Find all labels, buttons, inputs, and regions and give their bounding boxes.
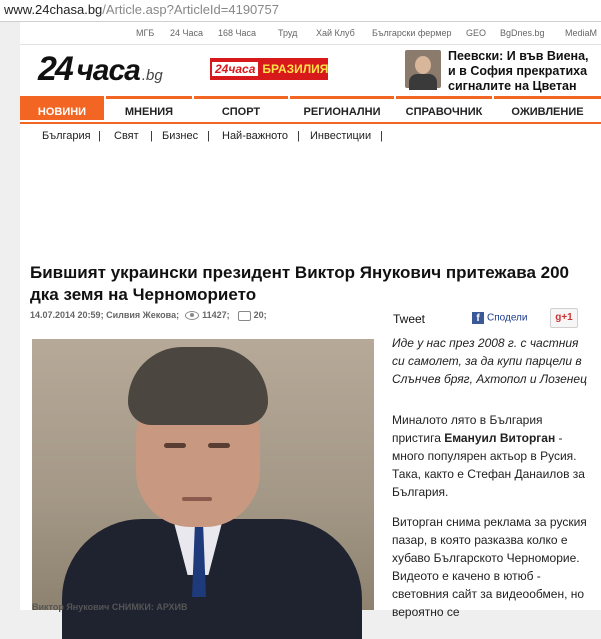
nav-item-lifestyle[interactable]: ОЖИВЛЕНИЕ [494,96,601,120]
toplink[interactable]: МГБ [136,28,155,38]
teaser-thumbnail[interactable] [405,50,441,88]
text: Миналото лято в България пристига [392,413,543,445]
toplink[interactable]: Български фермер [372,28,452,38]
article-date: 14.07.2014 20:59; [30,310,104,320]
site-logo[interactable] [38,50,163,88]
logo-number: 24 [38,50,72,88]
facebook-share-button[interactable] [472,312,527,324]
article-lead: Иде у нас през 2008 г. с частния си самолет, за да купи парцели в Слънчев бряг, Ахтопол и Лозенец [392,336,587,386]
subnav-item-bulgaria[interactable]: България [42,130,91,142]
photo-eye-left [164,443,186,448]
nav-item-sport[interactable]: СПОРТ [194,96,288,120]
address-bar[interactable] [0,0,601,22]
top-links-bar [20,22,601,45]
photo-mouth [182,497,212,501]
tweet-button[interactable]: Tweet [393,312,426,326]
teaser-headline[interactable]: Пеевски: И във Виена, и в София прекратиха сигналите на Цветан [448,49,589,93]
url-path: /Article.asp?ArticleId=4190757 [102,2,279,17]
promo-label: БРАЗИЛИЯ [262,62,329,76]
subnav-item-investments[interactable]: Инвестиции [310,130,372,142]
main-nav [20,96,601,124]
subnav-separator: | [98,130,101,142]
subnav-separator: | [207,130,210,142]
toplink[interactable]: MediaM [565,28,598,38]
toplink[interactable]: BgDnes.bg [500,28,545,38]
thumb-face [415,56,431,74]
photo-caption: Виктор Янукович СНИМКИ: АРХИВ [32,602,188,612]
toplink[interactable]: Хай Клуб [316,28,355,38]
subnav-separator: | [150,130,153,142]
photo-hair [128,347,268,425]
paragraph [392,411,592,501]
nav-item-reference[interactable]: СПРАВОЧНИК [396,96,492,120]
brazil-promo-banner[interactable] [210,58,328,80]
subnav-item-top[interactable]: Най-важното [222,130,289,142]
sub-nav [20,124,601,147]
google-plus-button[interactable]: g+1 [550,308,578,328]
paragraph: Виторган снима реклама за руския пазар, в която разказва колко е хубаво Българското Черноморие. Видеото е качено в ютюб - световния сайт за видеообмен, но вероятно се [392,515,587,619]
thumb-body [409,74,437,90]
subnav-item-world[interactable]: Свят [114,130,139,142]
view-count: 11427; [202,310,230,320]
facebook-share-label: Сподели [487,312,528,324]
toplink[interactable]: 168 Часа [218,28,257,38]
page [20,22,601,619]
url-host: www.24chasa.bg [4,2,103,17]
comment-count[interactable]: 20; [253,310,267,320]
nav-item-opinions[interactable]: МНЕНИЯ [106,96,192,120]
article-meta [30,310,267,321]
subnav-item-business[interactable]: Бизнес [162,130,199,142]
actor-name: Емануил Виторган [444,431,556,445]
logo-word: часа [76,54,140,87]
article-title: Бившият украински президент Виктор Янукович притежава 200 дка земя на Черноморието [30,263,570,304]
toplink[interactable]: GEO [466,28,487,38]
nav-item-regional[interactable]: РЕГИОНАЛНИ [290,96,394,120]
text: - много популярен актьор в Русия. Така, както е Стефан Данаилов за България. [392,431,585,499]
toplink[interactable]: Труд [278,28,298,38]
ad-space [20,146,601,258]
views-icon [185,311,199,320]
comments-icon [238,311,251,321]
logo-tld: .bg [141,67,163,84]
photo-eye-right [208,443,230,448]
promo-brand: 24часа [212,62,258,76]
article-photo [32,339,374,610]
article-body [392,411,592,633]
facebook-icon: f [472,312,484,324]
subnav-separator: | [380,130,383,142]
article-author[interactable]: Силвия Жекова; [106,310,180,320]
toplink[interactable]: 24 Часа [170,28,204,38]
subnav-separator: | [297,130,300,142]
nav-item-news[interactable]: НОВИНИ [20,96,104,120]
